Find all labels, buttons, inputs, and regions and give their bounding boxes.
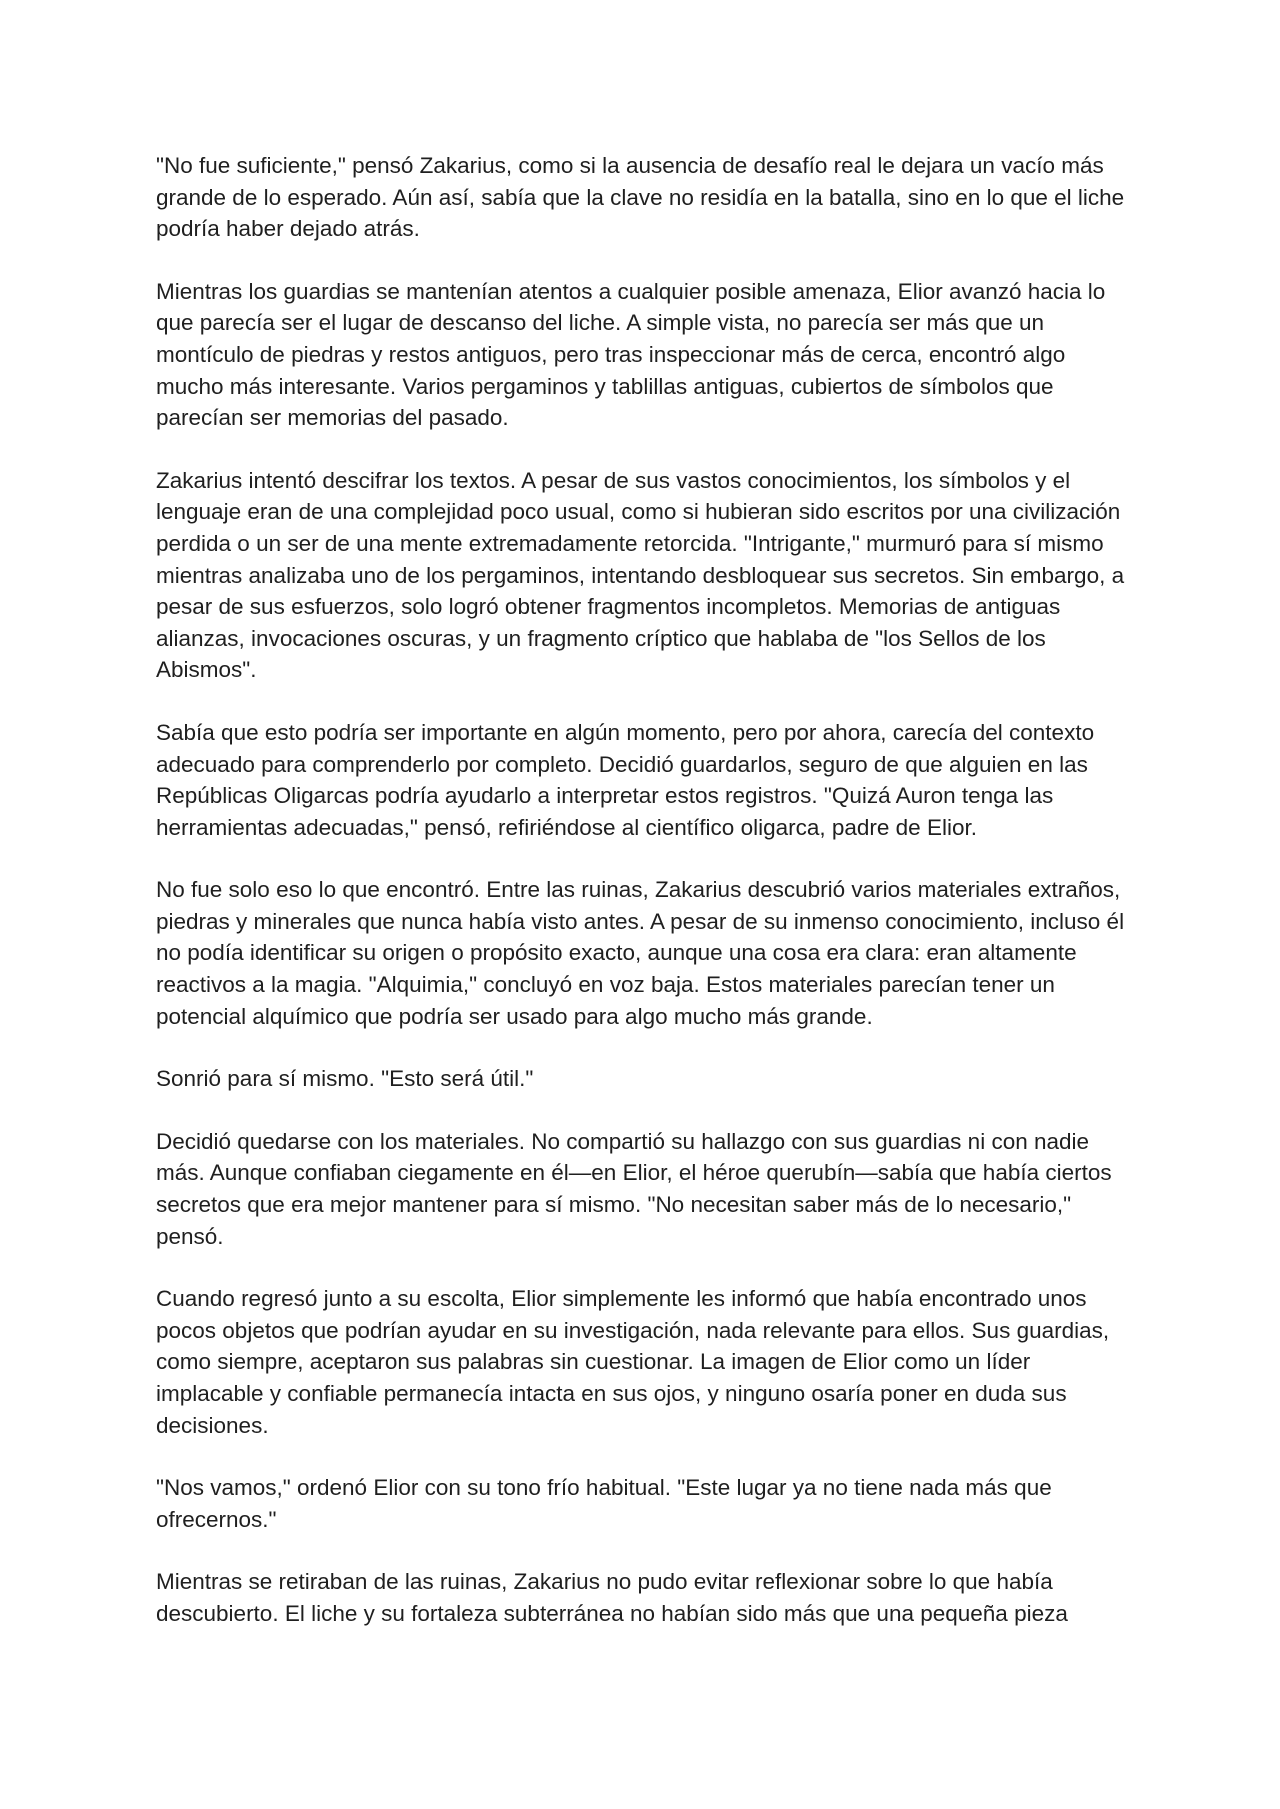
paragraph-2: Mientras los guardias se mantenían atentos a cualquier posible amenaza, Elior avanzó hacia lo que parecía ser el lugar de descanso del liche. A simple vista, no parecía ser más que un montículo de piedras y restos antiguos, pero tras inspeccionar más de cerca, encontró algo mucho más interesante. Varios pergaminos y tablillas antiguas, cubiertos de símbolos que parecían ser memorias del pasado.: [156, 278, 1106, 431]
paragraph-4: Sabía que esto podría ser importante en algún momento, pero por ahora, carecía del contexto adecuado para comprenderlo por completo. Decidió guardarlos, seguro de que alguien en las Repúblicas Oligarcas podría ayudarlo a interpretar estos registros. "Quizá Auron tenga las herramientas adecuadas," pensó, refiriéndose al científico oligarca, padre de Elior.: [156, 719, 1095, 840]
document-body: [156, 150, 1136, 1630]
paragraph-5: No fue solo eso lo que encontró. Entre las ruinas, Zakarius descubrió varios materiales extraños, piedras y minerales que nunca había visto antes. A pesar de su inmenso conocimiento, incluso él no podía identificar su origen o propósito exacto, aunque una cosa era clara: eran altamente reactivos a la magia. "Alquimia," concluyó en voz baja. Estos materiales parecían tener un potencial alquímico que podría ser usado para algo mucho más grande.: [156, 877, 1125, 1029]
paragraph-8: Cuando regresó junto a su escolta, Elior simplemente les informó que había encontrado unos pocos objetos que podrían ayudar en su investigación, nada relevante para ellos. Sus guardias, como siempre, aceptaron sus palabras sin cuestionar. La imagen de Elior como un líder implacable y confiable permanecía intacta en sus ojos, y ninguno osaría poner en duda sus decisiones.: [156, 1286, 1110, 1438]
paragraph-3: Zakarius intentó descifrar los textos. A pesar de sus vastos conocimientos, los símbolos y el lenguaje eran de una complejidad poco usual, como si hubieran sido escritos por una civilización perdida o un ser de una mente extremadamente retorcida. "Intrigante," murmuró para sí mismo mientras analizaba uno de los pergaminos, intentando desbloquear sus secretos. Sin embargo, a pesar de sus esfuerzos, solo logró obtener fragmentos incompletos. Memorias de antiguas alianzas, invocaciones oscuras, y un fragmento críptico que hablaba de "los Sellos de los Abismos".: [156, 467, 1125, 683]
paragraph-9: "Nos vamos," ordenó Elior con su tono frío habitual. "Este lugar ya no tiene nada más que ofrecernos.": [156, 1475, 1052, 1532]
paragraph-7: Decidió quedarse con los materiales. No compartió su hallazgo con sus guardias ni con nadie más. Aunque confiaban ciegamente en él—en Elior, el héroe querubín—sabía que había ciertos secretos que era mejor mantener para sí mismo. "No necesitan saber más de lo necesario," pensó.: [156, 1128, 1112, 1249]
paragraph-1: "No fue suficiente," pensó Zakarius, como si la ausencia de desafío real le dejara un vacío más grande de lo esperado. Aún así, sabía que la clave no residía en la batalla, sino en lo que el liche podría haber dejado atrás.: [156, 153, 1125, 242]
paragraph-10: Mientras se retiraban de las ruinas, Zakarius no pudo evitar reflexionar sobre lo que había descubierto. El liche y su fortaleza subterránea no habían sido más que una pequeña pieza: [156, 1569, 1068, 1626]
paragraph-6: Sonrió para sí mismo. "Esto será útil.": [156, 1066, 534, 1092]
